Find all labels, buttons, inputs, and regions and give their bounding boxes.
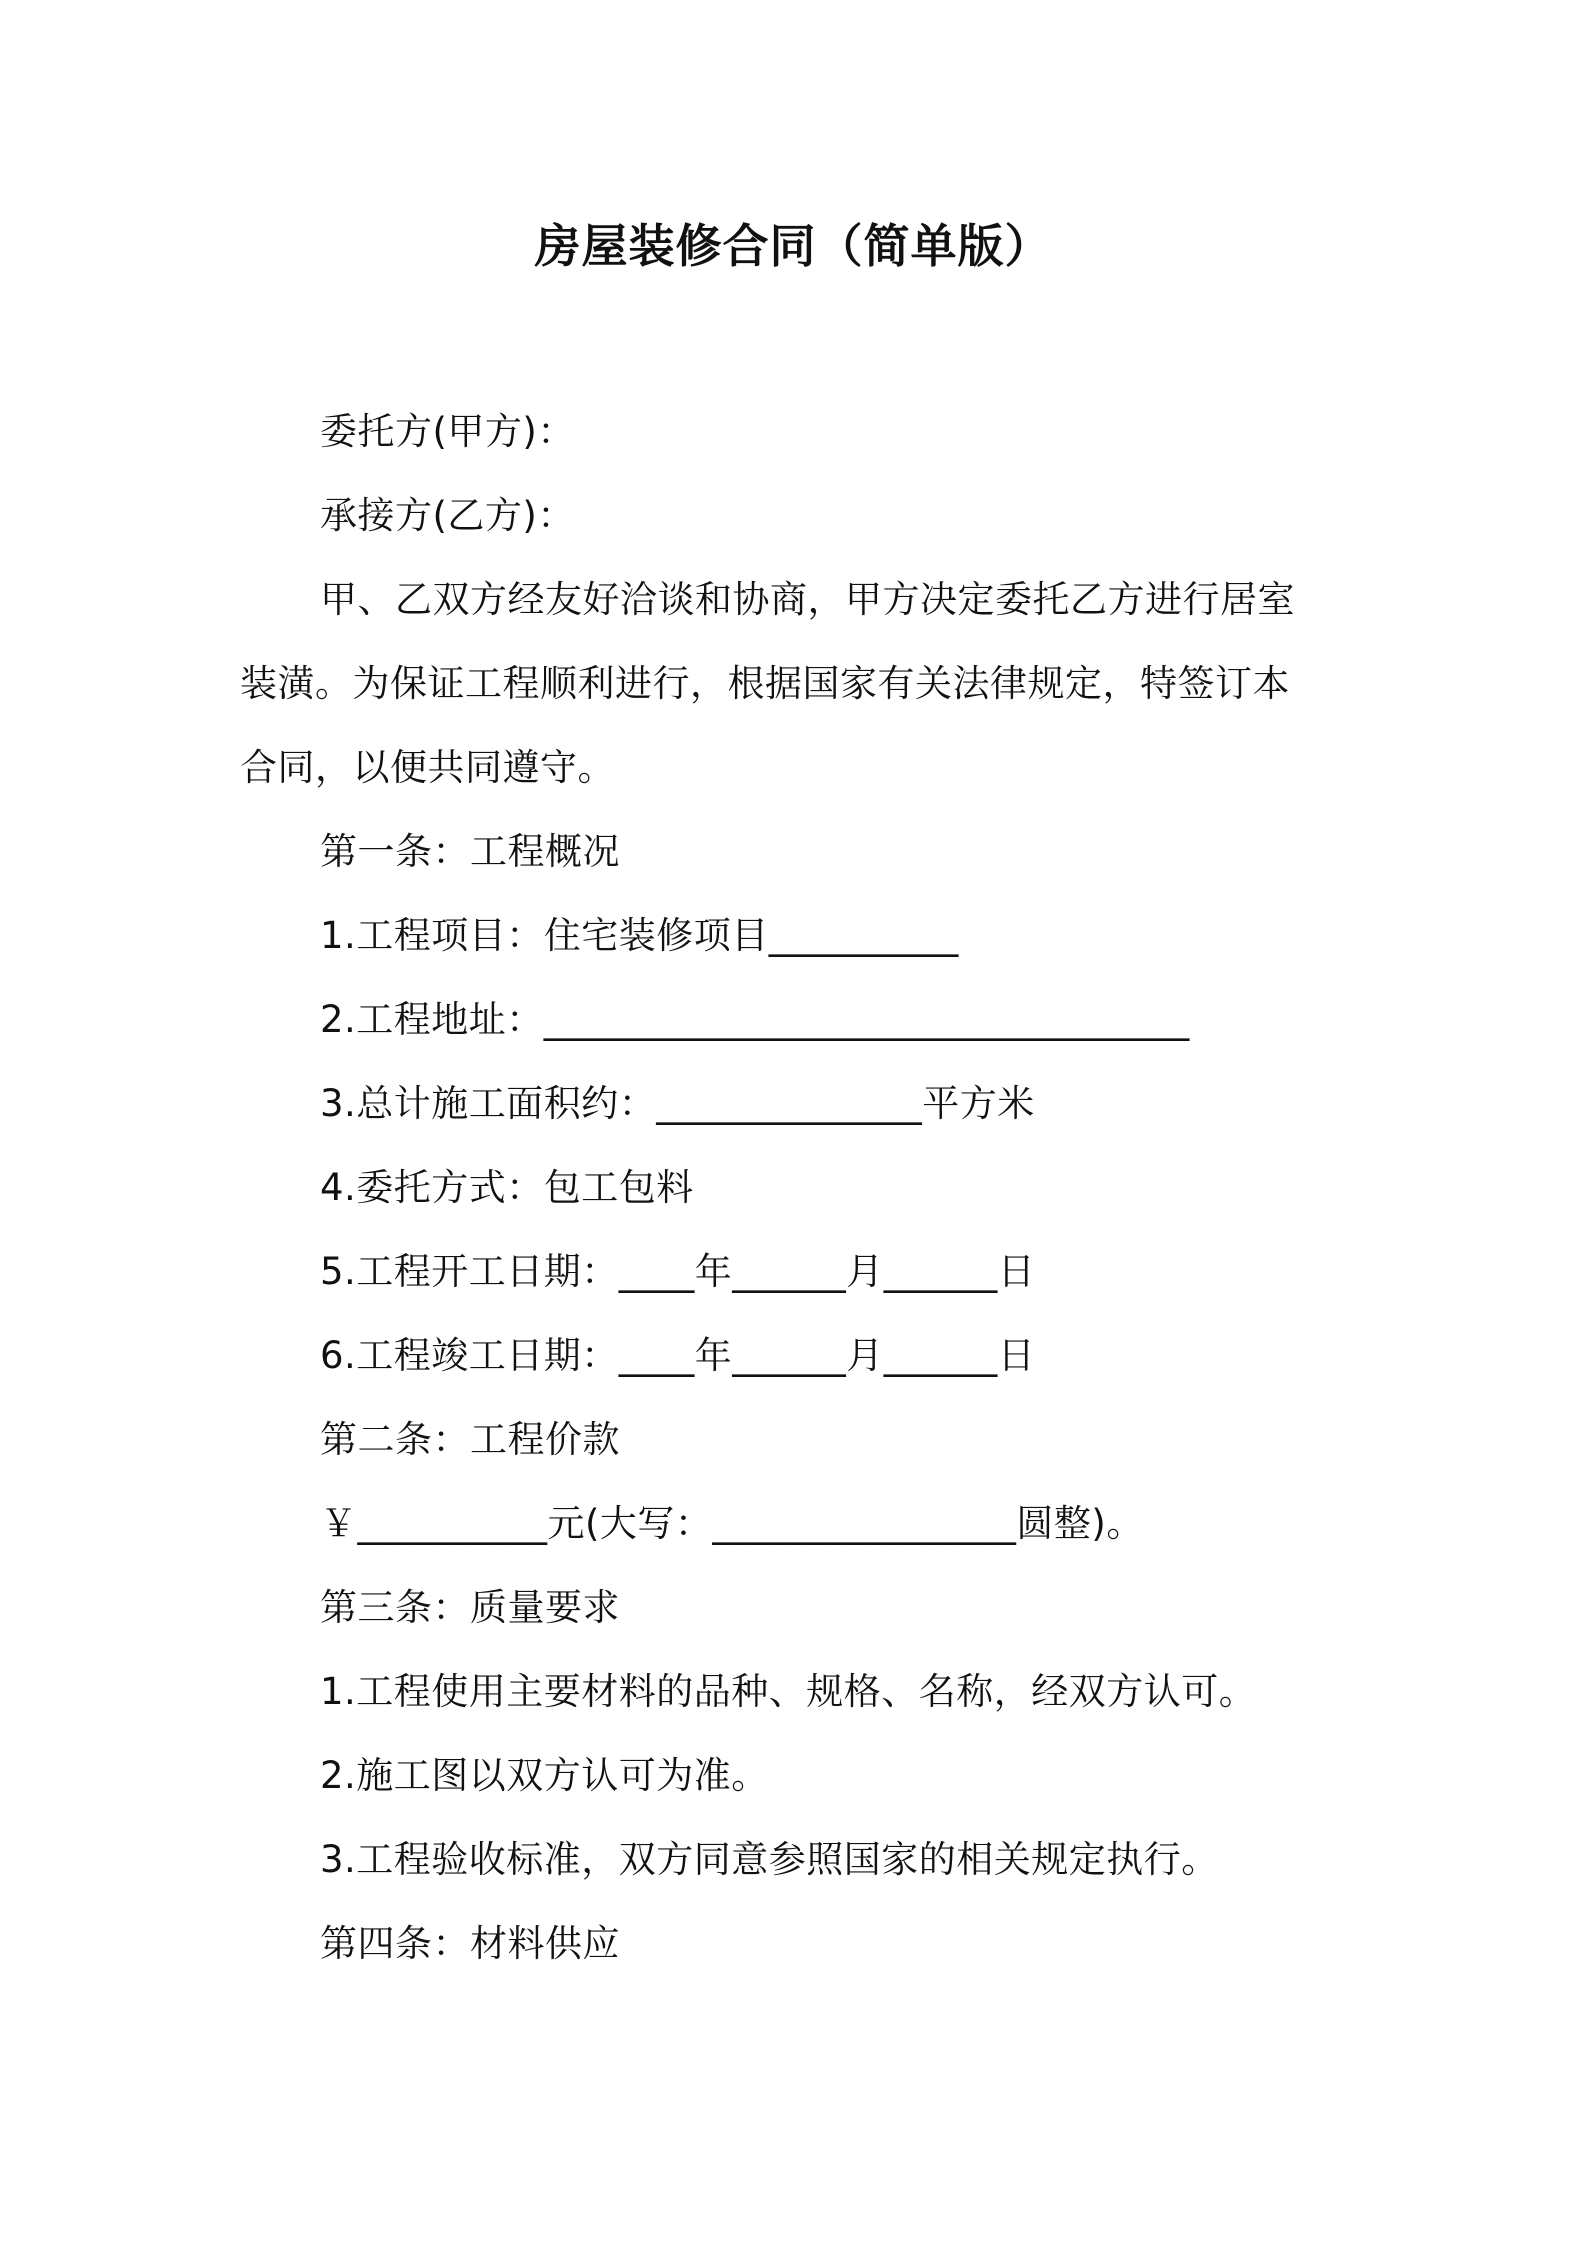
- article1-item-method: 4.委托方式：包工包料: [320, 1166, 694, 1209]
- intro-line-1: 甲、乙双方经友好洽谈和协商，甲方决定委托乙方进行居室: [320, 578, 1295, 621]
- document-title: 房屋装修合同（简单版）: [534, 219, 1052, 273]
- article3-item-materials: 1.工程使用主要材料的品种、规格、名称，经双方认可。: [320, 1670, 1257, 1713]
- article1-item-end-date: 6.工程竣工日期：____年______月______日: [320, 1334, 1036, 1377]
- article1-heading: 第一条：工程概况: [320, 830, 620, 873]
- article2-heading: 第二条：工程价款: [320, 1418, 620, 1461]
- intro-line-3: 合同，以便共同遵守。: [240, 746, 615, 789]
- article1-item-start-date: 5.工程开工日期：____年______月______日: [320, 1250, 1036, 1293]
- contractor-label: 承接方(乙方)：: [320, 494, 575, 537]
- article1-item-area: 3.总计施工面积约：______________平方米: [320, 1082, 1035, 1125]
- article3-item-drawings: 2.施工图以双方认可为准。: [320, 1754, 769, 1797]
- intro-line-2: 装潢。为保证工程顺利进行，根据国家有关法律规定，特签订本: [240, 662, 1290, 705]
- article3-heading: 第三条：质量要求: [320, 1586, 620, 1629]
- article1-item-address: 2.工程地址：__________________________________: [320, 998, 1190, 1041]
- article3-item-acceptance: 3.工程验收标准，双方同意参照国家的相关规定执行。: [320, 1838, 1219, 1881]
- article1-item-project: 1.工程项目：住宅装修项目__________: [320, 914, 959, 957]
- client-label: 委托方(甲方)：: [320, 410, 575, 453]
- article2-price-line: ￥__________元(大写：________________圆整)。: [320, 1502, 1144, 1545]
- article4-heading: 第四条：材料供应: [320, 1922, 620, 1965]
